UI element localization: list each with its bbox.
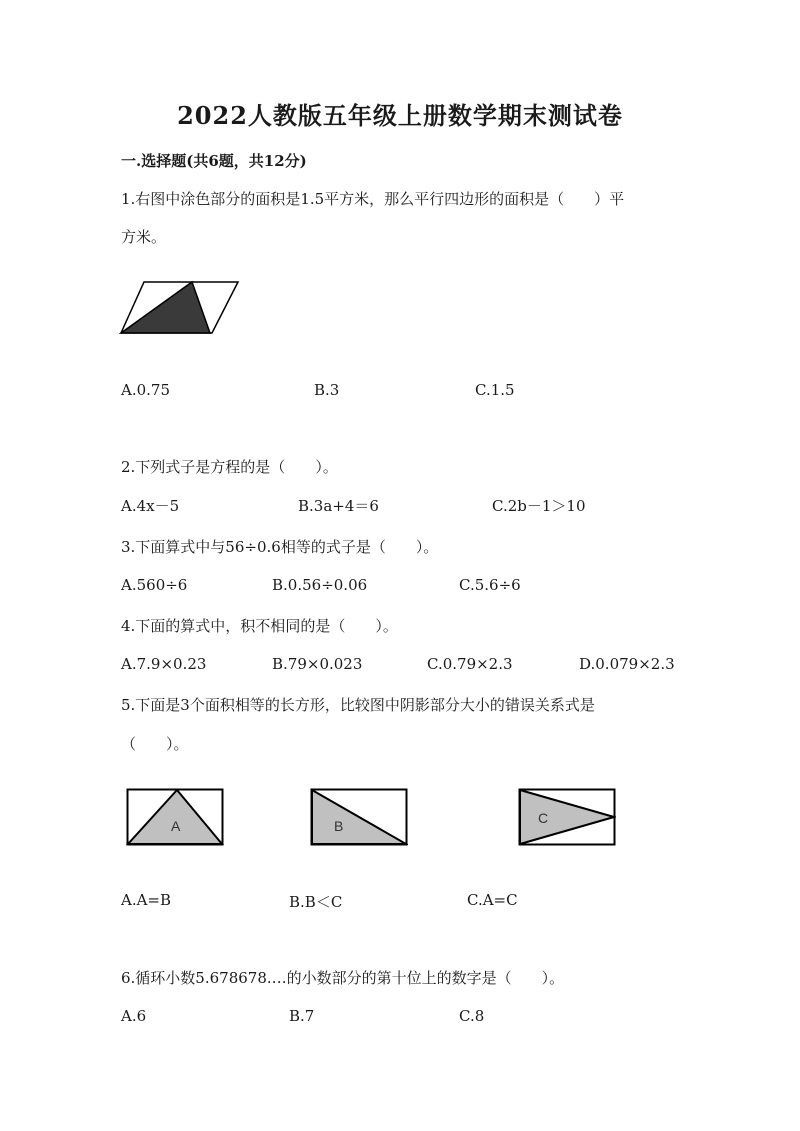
question-6-text: 6.循环小数5.678678.…的小数部分的第十位上的数字是（ ）。 bbox=[121, 969, 565, 987]
question-1-parallelogram-figure bbox=[118, 278, 242, 338]
question-5-option-c[interactable]: C.A=C bbox=[467, 891, 518, 909]
question-1-option-c[interactable]: C.1.5 bbox=[475, 381, 515, 399]
question-5-text: 5.下面是3个面积相等的长方形，比较图中阴影部分大小的错误关系式是 bbox=[121, 696, 595, 714]
question-3-option-a[interactable]: A.560÷6 bbox=[121, 576, 188, 594]
question-2-option-c[interactable]: C.2b－1＞10 bbox=[492, 497, 586, 515]
question-4-option-a[interactable]: A.7.9×0.23 bbox=[121, 655, 207, 673]
figure-label-a: A bbox=[171, 818, 181, 834]
question-5-rectangle-a-figure bbox=[126, 788, 224, 846]
question-5-rectangle-b-figure bbox=[310, 788, 408, 846]
question-3-option-c[interactable]: C.5.6÷6 bbox=[459, 576, 521, 594]
question-6-option-c[interactable]: C.8 bbox=[459, 1007, 485, 1025]
figure-label-b: B bbox=[334, 818, 344, 834]
question-5-option-a[interactable]: A.A=B bbox=[121, 891, 172, 909]
question-6-option-b[interactable]: B.7 bbox=[289, 1007, 315, 1025]
question-4-option-c[interactable]: C.0.79×2.3 bbox=[427, 655, 513, 673]
question-1-text-cont: 方米。 bbox=[121, 228, 167, 246]
section-heading: 一.选择题(共6题，共12分) bbox=[121, 152, 307, 170]
question-2-option-a[interactable]: A.4x－5 bbox=[121, 497, 180, 515]
question-6-option-a[interactable]: A.6 bbox=[121, 1007, 147, 1025]
question-5-text-cont: （ ）。 bbox=[121, 735, 189, 753]
page-title: 2022人教版五年级上册数学期末测试卷 bbox=[177, 101, 623, 130]
question-1-option-a[interactable]: A.0.75 bbox=[121, 381, 170, 399]
question-4-text: 4.下面的算式中，积不相同的是（ ）。 bbox=[121, 617, 398, 635]
question-2-option-b[interactable]: B.3a+4＝6 bbox=[298, 497, 379, 515]
question-1-option-b[interactable]: B.3 bbox=[314, 381, 340, 399]
question-3-option-b[interactable]: B.0.56÷0.06 bbox=[272, 576, 368, 594]
question-4-option-d[interactable]: D.0.079×2.3 bbox=[579, 655, 675, 673]
question-5-option-b[interactable]: B.B＜C bbox=[289, 893, 343, 911]
question-1-text: 1.右图中涂色部分的面积是1.5平方米，那么平行四边形的面积是（ ）平 bbox=[121, 190, 625, 208]
question-2-text: 2.下列式子是方程的是（ ）。 bbox=[121, 458, 338, 476]
question-5-rectangle-c-figure bbox=[518, 788, 616, 846]
question-4-option-b[interactable]: B.79×0.023 bbox=[272, 655, 363, 673]
figure-label-c: C bbox=[538, 810, 549, 826]
question-3-text: 3.下面算式中与56÷0.6相等的式子是（ ）。 bbox=[121, 538, 439, 556]
